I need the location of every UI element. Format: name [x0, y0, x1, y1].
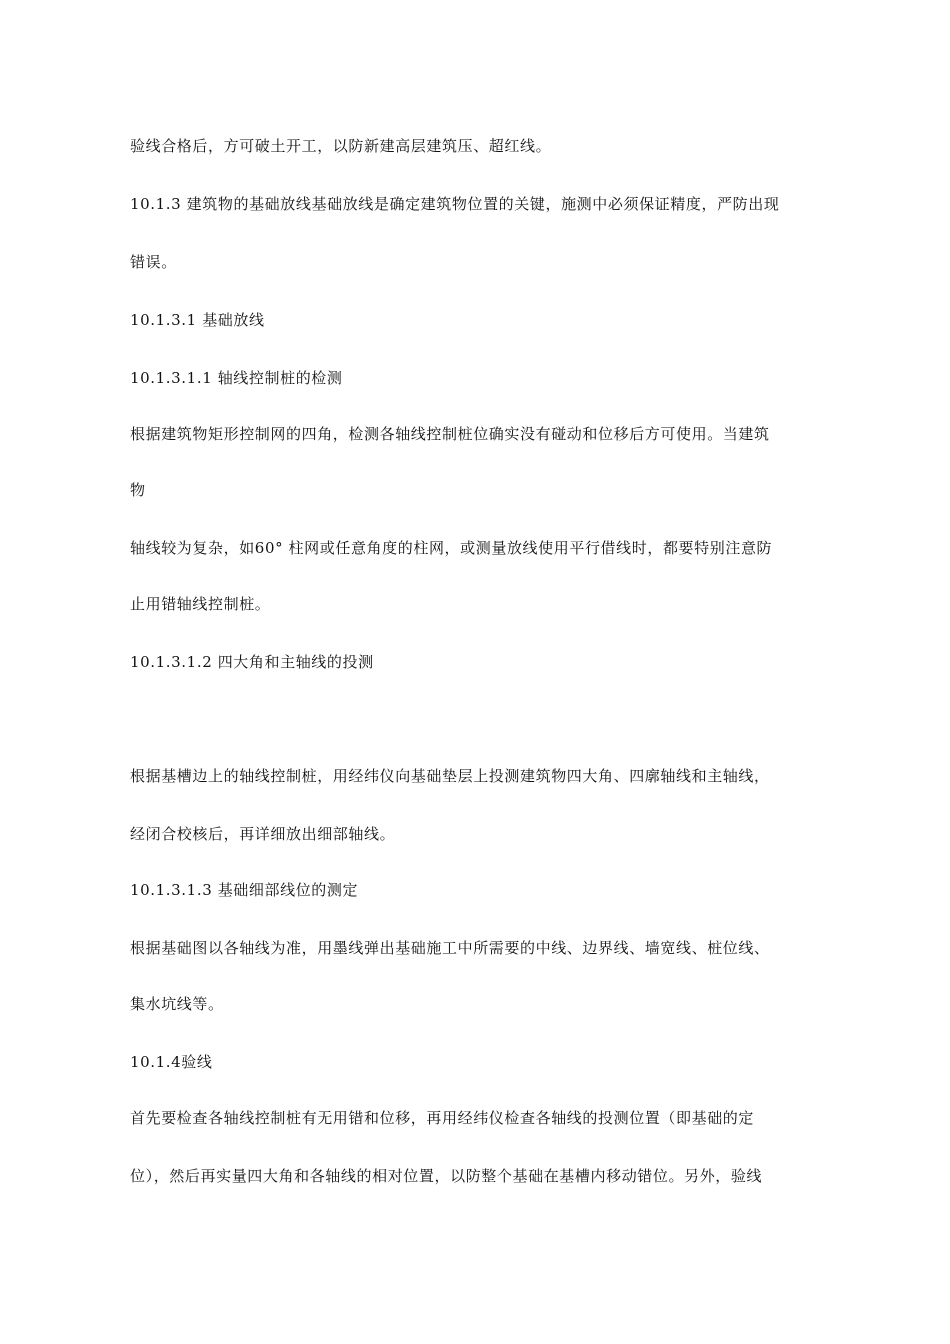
paragraph-line: 经闭合校核后，再详细放出细部轴线。: [130, 825, 396, 843]
paragraph-line: 错误。: [130, 253, 177, 271]
section-heading-10-1-3-1-3: 10.1.3.1.3 基础细部线位的测定: [130, 881, 359, 899]
section-heading-10-1-3-1-2: 10.1.3.1.2 四大角和主轴线的投测: [130, 653, 374, 671]
section-heading-10-1-3: 10.1.3 建筑物的基础放线基础放线是确定建筑物位置的关键，施测中必须保证精度，严防出现: [130, 195, 780, 213]
section-heading-10-1-3-1: 10.1.3.1 基础放线: [130, 311, 265, 329]
paragraph-line: 集水坑线等。: [130, 995, 224, 1013]
section-heading-10-1-4: 10.1.4验线: [130, 1053, 213, 1071]
paragraph-line: 物: [130, 481, 146, 499]
paragraph-line: 根据建筑物矩形控制网的四角，检测各轴线控制桩位确实没有碰动和位移后方可使用。当建筑: [130, 425, 770, 443]
paragraph-line: 止用错轴线控制桩。: [130, 595, 271, 613]
paragraph-line: 验线合格后，方可破土开工，以防新建高层建筑压、超红线。: [130, 137, 552, 155]
paragraph-line: 首先要检查各轴线控制桩有无用错和位移，再用经纬仪检查各轴线的投测位置（即基础的定: [130, 1109, 755, 1127]
paragraph-line: 位），然后再实量四大角和各轴线的相对位置，以防整个基础在基槽内移动错位。另外，验线: [130, 1167, 763, 1185]
paragraph-line: 根据基础图以各轴线为准，用墨线弹出基础施工中所需要的中线、边界线、墙宽线、桩位线、: [130, 939, 770, 957]
paragraph-line: 根据基槽边上的轴线控制桩，用经纬仪向基础垫层上投测建筑物四大角、四廓轴线和主轴线，: [130, 767, 770, 785]
section-heading-10-1-3-1-1: 10.1.3.1.1 轴线控制桩的检测: [130, 369, 343, 387]
paragraph-line: 轴线较为复杂，如60° 柱网或任意角度的柱网，或测量放线使用平行借线时，都要特别注意防: [130, 539, 773, 557]
